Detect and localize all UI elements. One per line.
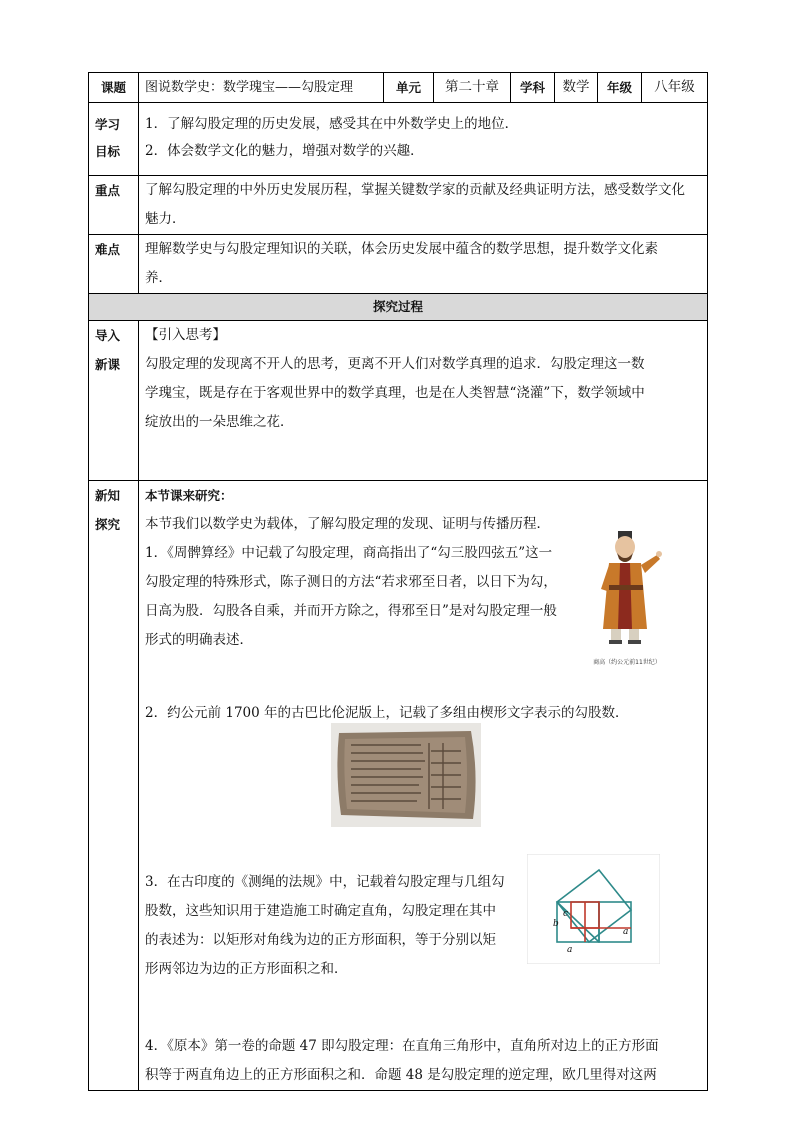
subject-value: 数学 <box>555 73 598 103</box>
intro-label: 导入新课 <box>89 321 139 481</box>
item4-line-2: 积等于两直角边上的正方形面积之和．命题 48 是勾股定理的逆定理，欧几里得对这两 <box>145 1067 657 1083</box>
subject-label: 学科 <box>511 73 555 103</box>
explore-heading: 本节课来研究： <box>145 488 233 503</box>
item3-block <box>145 868 525 984</box>
explore-intro: 本节我们以数学史为载体，了解勾股定理的发现、证明与传播历程． <box>145 516 550 532</box>
process-title: 探究过程 <box>89 294 708 321</box>
item1-line-3: 日高为股．勾股各自乘，并而开方除之，得邪至日”是对勾股定理一般 <box>145 603 557 619</box>
difficulty-line2: 养． <box>145 270 172 286</box>
difficulty-content <box>139 235 708 294</box>
intro-content <box>139 321 708 481</box>
item3-line-2: 股数，这些知识用于建造施工时确定直角，勾股定理在其中 <box>145 903 496 919</box>
unit-value: 第二十章 <box>434 73 511 103</box>
keypoint-content <box>139 176 708 235</box>
item1-block <box>145 539 585 655</box>
diagram-label-a-bottom: a <box>567 945 573 955</box>
topic-value: 图说数学史：数学瑰宝——勾股定理 <box>139 73 384 103</box>
goal-item-2: 2．体会数学文化的魅力，增强对数学的兴趣． <box>145 143 424 159</box>
explore-content <box>139 481 708 1091</box>
item3-line-1: 3．在古印度的《测绳的法规》中，记载着勾股定理与几组勾 <box>145 874 505 890</box>
grade-value: 八年级 <box>642 73 708 103</box>
item1-line-1: 1．《周髀算经》中记载了勾股定理，商高指出了“勾三股四弦五”这一 <box>145 545 553 561</box>
topic-label: 课题 <box>89 73 139 103</box>
goal-item-1: 1．了解勾股定理的历史发展，感受其在中外数学史上的地位． <box>145 116 519 132</box>
difficulty-line1: 理解数学史与勾股定理知识的关联，体会历史发展中蕴含的数学思想，提升数学文化素 <box>145 241 658 257</box>
shang-gao-portrait <box>587 529 667 666</box>
unit-label: 单元 <box>384 73 434 103</box>
portrait-caption: 商高（约公元前11世纪） <box>593 659 661 666</box>
difficulty-label: 难点 <box>89 235 139 294</box>
babylonian-tablet-image <box>331 723 481 827</box>
lesson-plan <box>88 72 707 1091</box>
shang-gao-figure-image <box>587 529 667 647</box>
intro-line-3: 绽放出的一朵思维之花． <box>145 414 294 430</box>
intro-heading: 【引入思考】 <box>145 327 226 343</box>
rectangle-diagonal-diagram <box>527 854 660 964</box>
item1-line-2: 勾股定理的特殊形式，陈子测日的方法“若求邪至日者，以日下为勾， <box>145 574 557 590</box>
keypoint-line2: 魅力． <box>145 211 186 227</box>
item4-line-1: 4．《原本》第一卷的命题 47 即勾股定理：在直角三角形中，直角所对边上的正方形面 <box>145 1038 659 1054</box>
lesson-table <box>88 72 708 1091</box>
diagram-label-c: c <box>563 909 569 919</box>
goals-label-line1: 学习 <box>95 117 121 132</box>
goals-label-line2: 目标 <box>95 144 121 159</box>
keypoint-label: 重点 <box>89 176 139 235</box>
diagram-label-a-side: a <box>623 927 629 937</box>
item1-line-4: 形式的明确表述． <box>145 632 253 648</box>
grade-label: 年级 <box>598 73 642 103</box>
item3-line-4: 形两邻边为边的正方形面积之和． <box>145 961 348 977</box>
intro-line-2: 学瑰宝，既是存在于客观世界中的数学真理，也是在人类智慧“浇灌”下，数学领域中 <box>145 385 645 401</box>
item3-line-3: 的表述为：以矩形对角线为边的正方形面积，等于分别以矩 <box>145 932 496 948</box>
explore-label: 新知探究 <box>89 481 139 1091</box>
intro-line-1: 勾股定理的发现离不开人的思考，更离不开人们对数学真理的追求．勾股定理这一数 <box>145 356 645 372</box>
goals-content <box>139 103 708 176</box>
diagram-label-b: b <box>553 919 559 929</box>
goals-label <box>89 103 139 176</box>
item2-text: 2．约公元前 1700 年的古巴比伦泥版上，记载了多组由楔形文字表示的勾股数． <box>145 705 629 721</box>
keypoint-line1: 了解勾股定理的中外历史发展历程，掌握关键数学家的贡献及经典证明方法，感受数学文化 <box>145 182 685 198</box>
